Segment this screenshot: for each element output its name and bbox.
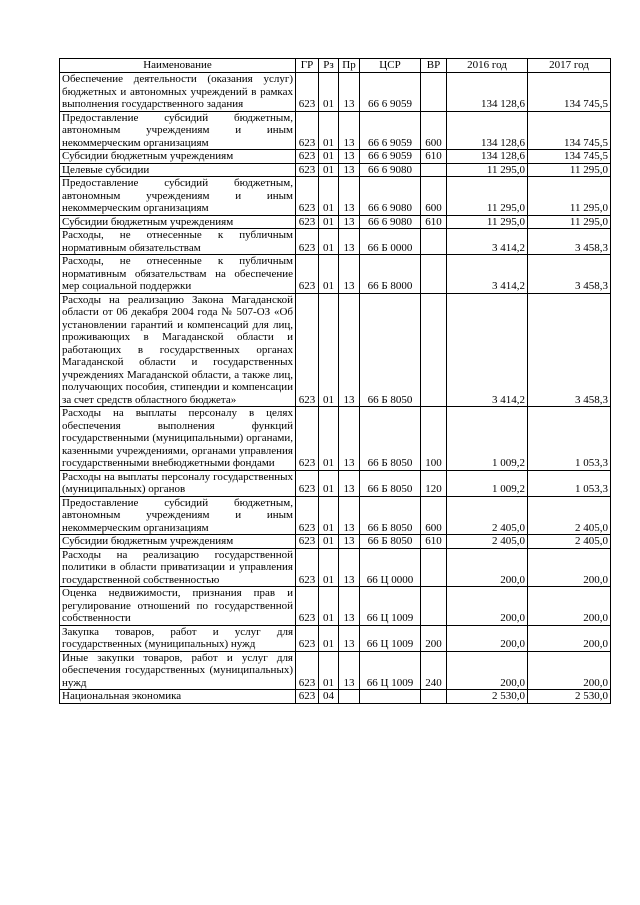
cell-rz: 01 <box>319 163 339 177</box>
table-row <box>60 690 611 704</box>
table-row <box>60 496 611 535</box>
cell-csr: 66 Б 0000 <box>360 229 421 255</box>
cell-2017: 3 458,3 <box>528 255 611 294</box>
cell-vr: 600 <box>421 177 447 216</box>
cell-rz: 01 <box>319 215 339 229</box>
cell-name: Предоставление субсидий бюджетным, автономным учреждениям и иным некоммерческим организациям <box>60 177 296 216</box>
cell-gr: 623 <box>296 73 319 112</box>
cell-name: Субсидии бюджетным учреждениям <box>60 535 296 549</box>
cell-vr: 610 <box>421 535 447 549</box>
cell-2017: 200,0 <box>528 587 611 626</box>
header-csr: ЦСР <box>360 59 421 73</box>
cell-gr: 623 <box>296 470 319 496</box>
cell-2016: 200,0 <box>447 548 528 587</box>
cell-vr <box>421 255 447 294</box>
cell-vr: 200 <box>421 625 447 651</box>
cell-csr: 66 Б 8050 <box>360 496 421 535</box>
cell-rz: 01 <box>319 470 339 496</box>
cell-csr: 66 6 9059 <box>360 150 421 164</box>
cell-pr: 13 <box>339 548 360 587</box>
cell-name: Расходы на выплаты персоналу в целях обеспечения выполнения функций государственными (муниципальными) органами, казенными учреждениями, органами управления государственными внебюджетными фондами <box>60 407 296 471</box>
cell-vr <box>421 293 447 407</box>
cell-name: Субсидии бюджетным учреждениям <box>60 215 296 229</box>
cell-vr: 120 <box>421 470 447 496</box>
cell-2016: 11 295,0 <box>447 177 528 216</box>
table-row <box>60 470 611 496</box>
cell-csr: 66 Б 8050 <box>360 470 421 496</box>
cell-gr: 623 <box>296 111 319 150</box>
cell-name: Субсидии бюджетным учреждениям <box>60 150 296 164</box>
cell-vr: 100 <box>421 407 447 471</box>
header-vr: ВР <box>421 59 447 73</box>
table-row <box>60 625 611 651</box>
cell-2017: 1 053,3 <box>528 470 611 496</box>
cell-2017: 1 053,3 <box>528 407 611 471</box>
cell-pr: 13 <box>339 587 360 626</box>
table-row <box>60 293 611 407</box>
cell-pr: 13 <box>339 651 360 690</box>
cell-vr: 600 <box>421 496 447 535</box>
cell-gr: 623 <box>296 535 319 549</box>
cell-2016: 3 414,2 <box>447 229 528 255</box>
cell-2017: 200,0 <box>528 625 611 651</box>
cell-csr: 66 Ц 0000 <box>360 548 421 587</box>
cell-name: Целевые субсидии <box>60 163 296 177</box>
cell-gr: 623 <box>296 690 319 704</box>
cell-csr: 66 Ц 1009 <box>360 625 421 651</box>
cell-rz: 01 <box>319 73 339 112</box>
cell-2017: 11 295,0 <box>528 215 611 229</box>
cell-pr <box>339 690 360 704</box>
table-row <box>60 73 611 112</box>
cell-gr: 623 <box>296 177 319 216</box>
cell-vr <box>421 73 447 112</box>
cell-name: Национальная экономика <box>60 690 296 704</box>
cell-pr: 13 <box>339 255 360 294</box>
cell-2016: 134 128,6 <box>447 150 528 164</box>
cell-gr: 623 <box>296 215 319 229</box>
table-row <box>60 111 611 150</box>
cell-rz: 01 <box>319 651 339 690</box>
cell-name: Оценка недвижимости, признания прав и регулирование отношений по государственной собственности <box>60 587 296 626</box>
table-row <box>60 535 611 549</box>
table-row <box>60 651 611 690</box>
cell-2016: 3 414,2 <box>447 255 528 294</box>
cell-pr: 13 <box>339 177 360 216</box>
cell-pr: 13 <box>339 496 360 535</box>
cell-csr: 66 Ц 1009 <box>360 651 421 690</box>
cell-name: Расходы на реализацию государственной политики в области приватизации и управления государственной собственностью <box>60 548 296 587</box>
cell-gr: 623 <box>296 496 319 535</box>
cell-gr: 623 <box>296 255 319 294</box>
cell-pr: 13 <box>339 215 360 229</box>
cell-gr: 623 <box>296 548 319 587</box>
cell-vr: 240 <box>421 651 447 690</box>
cell-vr <box>421 690 447 704</box>
cell-2017: 2 405,0 <box>528 496 611 535</box>
cell-2017: 134 745,5 <box>528 73 611 112</box>
table-body <box>60 73 611 704</box>
table-row <box>60 407 611 471</box>
cell-pr: 13 <box>339 150 360 164</box>
cell-2017: 134 745,5 <box>528 111 611 150</box>
cell-pr: 13 <box>339 111 360 150</box>
cell-gr: 623 <box>296 407 319 471</box>
cell-2017: 200,0 <box>528 651 611 690</box>
cell-vr <box>421 163 447 177</box>
cell-rz: 01 <box>319 111 339 150</box>
cell-csr: 66 6 9059 <box>360 111 421 150</box>
cell-2016: 11 295,0 <box>447 163 528 177</box>
cell-2017: 2 530,0 <box>528 690 611 704</box>
cell-vr <box>421 587 447 626</box>
cell-csr: 66 6 9080 <box>360 177 421 216</box>
cell-2016: 134 128,6 <box>447 111 528 150</box>
cell-vr: 610 <box>421 150 447 164</box>
header-2017: 2017 год <box>528 59 611 73</box>
cell-pr: 13 <box>339 293 360 407</box>
cell-gr: 623 <box>296 229 319 255</box>
table-row <box>60 150 611 164</box>
cell-rz: 01 <box>319 535 339 549</box>
cell-rz: 01 <box>319 496 339 535</box>
cell-pr: 13 <box>339 535 360 549</box>
table-row <box>60 229 611 255</box>
cell-name: Иные закупки товаров, работ и услуг для обеспечения государственных (муниципальных) нужд <box>60 651 296 690</box>
cell-rz: 04 <box>319 690 339 704</box>
cell-csr: 66 Б 8050 <box>360 293 421 407</box>
cell-csr: 66 Ц 1009 <box>360 587 421 626</box>
cell-name: Предоставление субсидий бюджетным, автономным учреждениям и иным некоммерческим организациям <box>60 111 296 150</box>
cell-2016: 3 414,2 <box>447 293 528 407</box>
cell-2016: 200,0 <box>447 625 528 651</box>
cell-rz: 01 <box>319 407 339 471</box>
header-pr: Пр <box>339 59 360 73</box>
cell-gr: 623 <box>296 150 319 164</box>
cell-rz: 01 <box>319 255 339 294</box>
cell-2017: 134 745,5 <box>528 150 611 164</box>
cell-name: Предоставление субсидий бюджетным, автономным учреждениям и иным некоммерческим организациям <box>60 496 296 535</box>
document-page <box>59 58 610 704</box>
cell-2017: 11 295,0 <box>528 163 611 177</box>
cell-rz: 01 <box>319 625 339 651</box>
cell-name: Закупка товаров, работ и услуг для государственных (муниципальных) нужд <box>60 625 296 651</box>
cell-rz: 01 <box>319 229 339 255</box>
cell-name: Расходы, не отнесенные к публичным нормативным обязательствам <box>60 229 296 255</box>
table-row <box>60 177 611 216</box>
cell-gr: 623 <box>296 625 319 651</box>
cell-pr: 13 <box>339 407 360 471</box>
cell-vr: 600 <box>421 111 447 150</box>
cell-2016: 200,0 <box>447 587 528 626</box>
cell-pr: 13 <box>339 163 360 177</box>
table-header-row <box>60 59 611 73</box>
cell-2016: 11 295,0 <box>447 215 528 229</box>
cell-2016: 2 530,0 <box>447 690 528 704</box>
cell-name: Расходы, не отнесенные к публичным нормативным обязательствам на обеспечение мер социальной поддержки <box>60 255 296 294</box>
cell-2016: 1 009,2 <box>447 470 528 496</box>
cell-rz: 01 <box>319 293 339 407</box>
cell-2017: 11 295,0 <box>528 177 611 216</box>
cell-name: Расходы на выплаты персоналу государственных (муниципальных) органов <box>60 470 296 496</box>
cell-2017: 2 405,0 <box>528 535 611 549</box>
cell-pr: 13 <box>339 229 360 255</box>
header-rz: Рз <box>319 59 339 73</box>
cell-rz: 01 <box>319 587 339 626</box>
cell-csr: 66 6 9080 <box>360 163 421 177</box>
table-row <box>60 215 611 229</box>
budget-table <box>59 58 611 704</box>
cell-gr: 623 <box>296 163 319 177</box>
cell-vr <box>421 229 447 255</box>
table-row <box>60 163 611 177</box>
cell-2016: 2 405,0 <box>447 535 528 549</box>
cell-csr: 66 Б 8050 <box>360 407 421 471</box>
cell-csr: 66 Б 8000 <box>360 255 421 294</box>
cell-gr: 623 <box>296 293 319 407</box>
cell-csr: 66 6 9059 <box>360 73 421 112</box>
cell-2016: 2 405,0 <box>447 496 528 535</box>
cell-csr: 66 6 9080 <box>360 215 421 229</box>
header-gr: ГР <box>296 59 319 73</box>
cell-rz: 01 <box>319 548 339 587</box>
cell-2016: 134 128,6 <box>447 73 528 112</box>
table-row <box>60 255 611 294</box>
cell-csr: 66 Б 8050 <box>360 535 421 549</box>
cell-vr: 610 <box>421 215 447 229</box>
header-2016: 2016 год <box>447 59 528 73</box>
cell-pr: 13 <box>339 73 360 112</box>
table-row <box>60 548 611 587</box>
cell-name: Расходы на реализацию Закона Магаданской области от 06 декабря 2004 года № 507-ОЗ «Об установлении гарантий и компенсаций для лиц, проживающих в Магаданской области и работающих в государственных органах Магаданской области и государственных учреждениях Магаданской области, а также лиц, получающих пособия, стипендии и компенсации за счет средств областного бюджета» <box>60 293 296 407</box>
cell-2017: 200,0 <box>528 548 611 587</box>
cell-2017: 3 458,3 <box>528 229 611 255</box>
cell-gr: 623 <box>296 587 319 626</box>
cell-vr <box>421 548 447 587</box>
cell-name: Обеспечение деятельности (оказания услуг) бюджетных и автономных учреждений в рамках выполнения государственного задания <box>60 73 296 112</box>
table-row <box>60 587 611 626</box>
cell-2016: 200,0 <box>447 651 528 690</box>
cell-rz: 01 <box>319 177 339 216</box>
cell-gr: 623 <box>296 651 319 690</box>
cell-2016: 1 009,2 <box>447 407 528 471</box>
cell-rz: 01 <box>319 150 339 164</box>
cell-pr: 13 <box>339 625 360 651</box>
header-name: Наименование <box>60 59 296 73</box>
cell-2017: 3 458,3 <box>528 293 611 407</box>
cell-csr <box>360 690 421 704</box>
cell-pr: 13 <box>339 470 360 496</box>
